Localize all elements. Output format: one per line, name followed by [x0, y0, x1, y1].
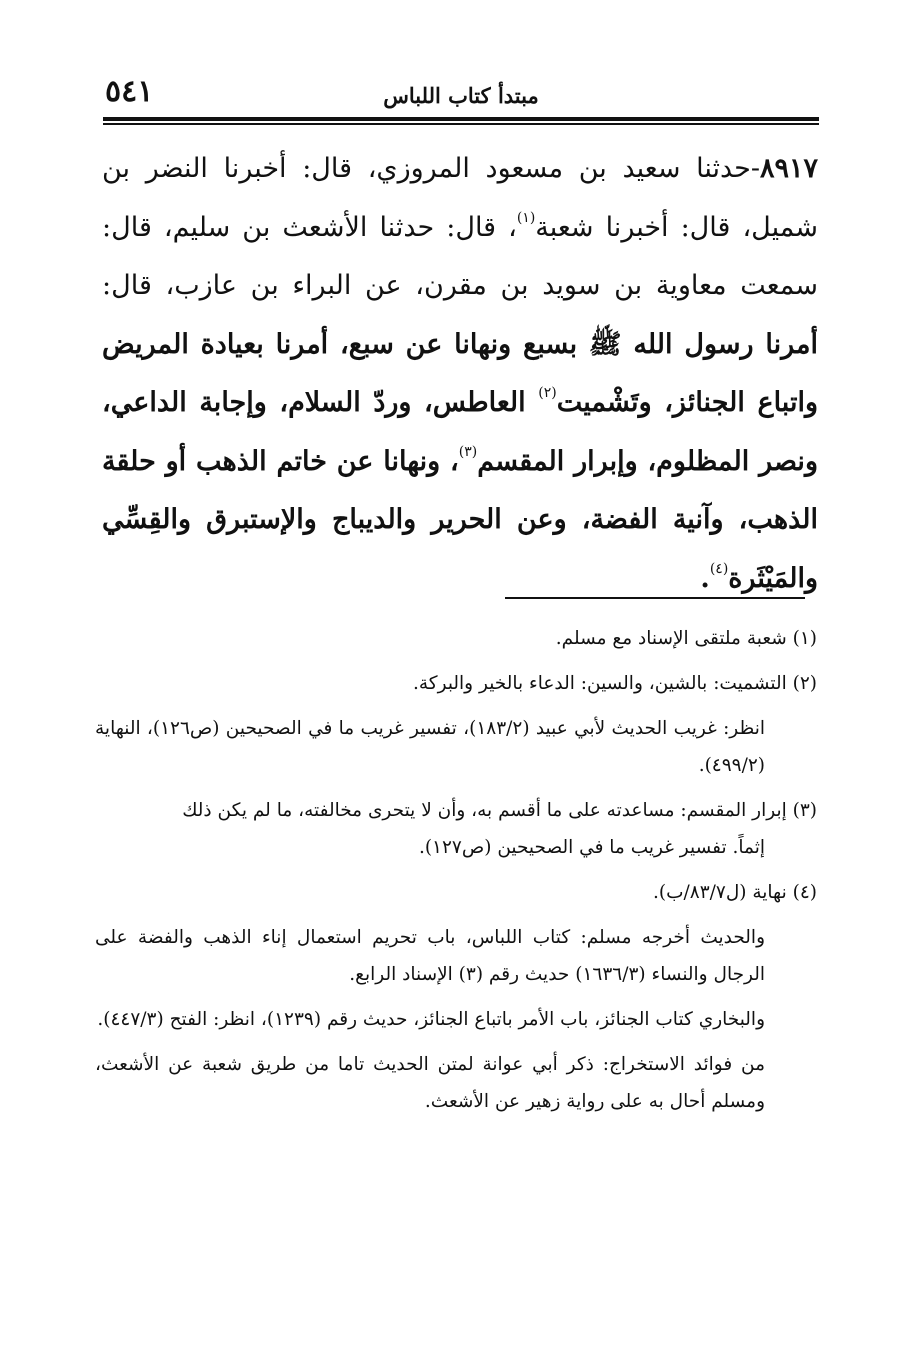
- footnote-ref-1: (١): [516, 209, 536, 226]
- isnad-part-1: -حدثنا سعيد بن مسعود المروزي، قال: أخبرنا النضر بن شميل، قال: أخبرنا شعبة: [102, 153, 818, 243]
- footnote-1: (١) شعبة ملتقى الإسناد مع مسلم.: [555, 628, 817, 649]
- footnote-4-bukhari: والبخاري كتاب الجنائز، باب الأمر باتباع الجنائز، حديث رقم (١٢٣٩)، انظر: الفتح (٤٤٧/٣).: [97, 1009, 765, 1030]
- header-rule-thick: [103, 117, 819, 121]
- matn-part-2: العاطس، وردّ السلام، وإجابة الداعي، ونصر المظلوم، وإبرار المقسم: [102, 387, 818, 477]
- footnote-2-reference: انظر: غريب الحديث لأبي عبيد (١٨٣/٢)، تفسير غريب ما في الصحيحين (ص١٢٦)، النهاية (٤٩٩/٢).: [95, 718, 765, 776]
- footnote-ref-2: (٢): [538, 385, 557, 401]
- page-number: ٥٤١: [105, 74, 154, 109]
- matn-part-3: ، ونهانا عن خاتم الذهب أو حلقة الذهب، وآنية الفضة، وعن الحرير والديباج والإستبرق والقِسِّي والمَيْثَرة: [102, 445, 818, 594]
- footnote-ref-3: (٣): [458, 443, 478, 460]
- hadith-text: [102, 140, 818, 608]
- footnote-4-benefits: من فوائد الاستخراج: ذكر أبي عوانة لمتن الحديث تاما من طريق شعبة عن الأشعث، ومسلم أحال به على رواية زهير عن الأشعث.: [95, 1054, 765, 1112]
- footnote-3-continuation: إثماً. تفسير غريب ما في الصحيحين (ص١٢٧).: [418, 837, 765, 858]
- running-title: مبتدأ كتاب اللباس: [383, 83, 539, 108]
- matn-part-1: أمرنا رسول الله ﷺ بسبع ونهانا عن سبع، أمرنا بعيادة المريض واتباع الجنائز، وتَشْميت: [102, 328, 819, 418]
- header-rule-thin: [103, 123, 819, 125]
- footnotes: [95, 620, 817, 1128]
- footnote-4-muslim: والحديث أخرجه مسلم: كتاب اللباس، باب تحريم استعمال إناء الذهب والفضة على الرجال والنساء (١٦٣٦/٣) حديث رقم (٣) الإسناد الرابع.: [95, 927, 765, 985]
- footnote-2: (٢) التشميت: بالشين، والسين: الدعاء بالخير والبركة.: [413, 673, 817, 694]
- page-header: [105, 72, 817, 112]
- footnote-4: (٤) نهاية (ل٨٣/٧/ب).: [653, 882, 817, 903]
- footnote-ref-4: (٤): [709, 560, 729, 577]
- footnote-separator: [505, 597, 805, 599]
- footnote-3: (٣) إبرار المقسم: مساعدته على ما أقسم به، وأن لا يتحرى مخالفته، ما لم يكن ذلك: [182, 800, 817, 821]
- isnad-part-2: ، قال: حدثنا الأشعث بن سليم، قال: سمعت معاوية بن سويد بن مقرن، عن البراء بن عازب، قال:: [102, 211, 818, 301]
- hadith-number: ٨٩١٧: [759, 153, 818, 184]
- matn-end: .: [700, 562, 710, 594]
